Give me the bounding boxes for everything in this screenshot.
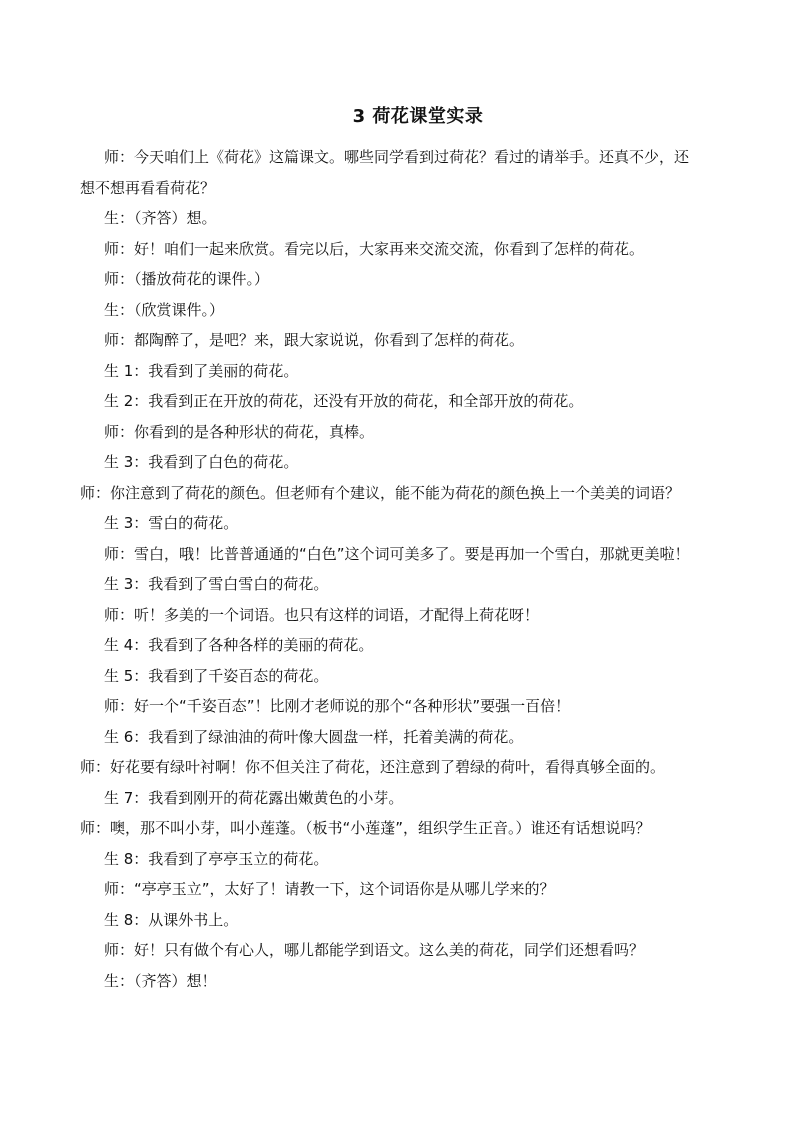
paragraph: 师：你注意到了荷花的颜色。但老师有个建议，能不能为荷花的颜色换上一个美美的词语？	[80, 483, 681, 502]
paragraph: 生 3：雪白的荷花。	[104, 514, 239, 532]
paragraph: 生：（欣赏课件。）	[104, 300, 225, 319]
paragraph: 师：好！咱们一起来欣赏。看完以后，大家再来交流交流，你看到了怎样的荷花。	[104, 239, 645, 258]
paragraph-line: 师：今天咱们上《荷花》这篇课文。哪些同学看到过荷花？看过的请举手。还真不少，还	[104, 148, 690, 166]
paragraph: 师：雪白，哦！比普普通通的“白色”这个词可美多了。要是再加一个雪白，那就更美啦！	[104, 544, 690, 563]
paragraph: 师：“亭亭玉立”，太好了！请教一下，这个词语你是从哪儿学来的？	[104, 880, 555, 898]
paragraph: 师：好花要有绿叶衬啊！你不但关注了荷花，还注意到了碧绿的荷叶，看得真够全面的。	[80, 758, 666, 776]
paragraph: 生 7：我看到刚开的荷花露出嫩黄色的小芽。	[104, 788, 404, 807]
paragraph: 生 2：我看到正在开放的荷花，还没有开放的荷花，和全部开放的荷花。	[104, 392, 584, 410]
paragraph: 师：都陶醉了，是吧？来，跟大家说说，你看到了怎样的荷花。	[104, 331, 525, 349]
paragraph: 生 5：我看到了千姿百态的荷花。	[104, 666, 329, 685]
paragraph: 生 3：我看到了雪白雪白的荷花。	[104, 575, 329, 593]
paragraph	[80, 142, 724, 203]
paragraph: 生 4：我看到了各种各样的美丽的荷花。	[104, 636, 374, 654]
paragraph: 师：（播放荷花的课件。）	[104, 270, 270, 288]
paragraph: 师：好一个“千姿百态”！比刚才老师说的那个“各种形状”要强一百倍！	[104, 697, 571, 715]
paragraph: 生 6：我看到了绿油油的荷叶像大圆盘一样，托着美满的荷花。	[104, 727, 524, 746]
paragraph: 师：好！只有做个有心人，哪儿都能学到语文。这么美的荷花，同学们还想看吗？	[104, 941, 645, 959]
paragraph-line: 想不想再看看荷花？	[80, 178, 216, 197]
paragraph: 生 8：从课外书上。	[104, 910, 239, 929]
paragraph: 师：你看到的是各种形状的荷花，真棒。	[104, 422, 375, 441]
paragraph: 生 3：我看到了白色的荷花。	[104, 453, 299, 471]
paragraph: 生 1：我看到了美丽的荷花。	[104, 361, 299, 380]
paragraph: 师：听！多美的一个词语。也只有这样的词语，才配得上荷花呀！	[104, 605, 540, 624]
paragraph: 师：噢，那不叫小芽，叫小莲蓬。（板书“小莲蓬”，组织学生正音。）谁还有话想说吗？	[80, 819, 651, 837]
paragraph: 生：（齐答）想！	[104, 971, 217, 990]
document-title: 3 荷花课堂实录	[352, 106, 484, 127]
document-body	[80, 142, 724, 996]
paragraph: 生：（齐答）想。	[104, 209, 217, 227]
paragraph: 生 8：我看到了亭亭玉立的荷花。	[104, 849, 329, 868]
